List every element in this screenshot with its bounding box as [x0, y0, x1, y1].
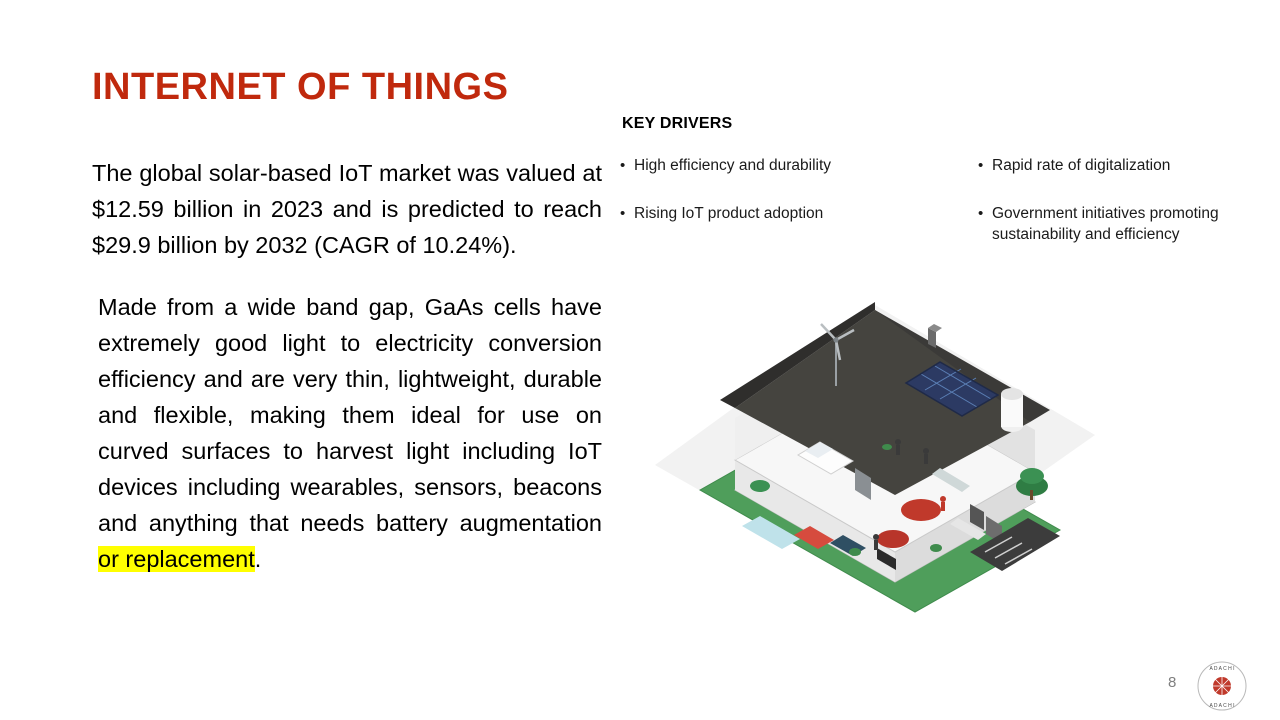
key-drivers-right-column [960, 155, 1260, 272]
paragraph-gaas-cells [92, 289, 602, 577]
key-drivers-left-column [620, 155, 960, 272]
list-item [620, 203, 960, 224]
bullet-icon: • [978, 157, 984, 174]
bullet-icon: • [620, 157, 626, 174]
smart-home-cutaway-illustration [640, 290, 1110, 620]
paragraph-market-value: The global solar-based IoT market was valued at $12.59 billion in 2023 and is predicted to reach $29.9 billion by 2032 (CAGR of 10.24%). [92, 160, 602, 258]
list-item [620, 155, 960, 176]
list-item [978, 155, 1260, 176]
list-item-label: Rising IoT product adoption [634, 205, 824, 222]
list-item [978, 203, 1260, 245]
key-drivers-heading: KEY DRIVERS [622, 115, 733, 132]
paragraph-period: . [254, 546, 262, 572]
paragraph-gaas-text: Made from a wide band gap, GaAs cells have extremely good light to electricity conversion efficiency and are very thin, lightweight, durable and flexible, making them ideal for use on curved surfaces to harvest light including IoT devices including wearables, sensors, beacons and anything that needs battery augmentation [98, 294, 602, 536]
adachi-logo [1196, 660, 1248, 712]
bullet-icon: • [620, 205, 626, 222]
bullet-icon: • [978, 205, 984, 222]
list-item-label: Rapid rate of digitalization [992, 157, 1171, 174]
highlighted-text: or replacement [98, 546, 255, 572]
svg-text:A D A C H I: A D A C H I [1209, 666, 1235, 672]
body-text-column [92, 155, 602, 577]
list-item-label: High efficiency and durability [634, 157, 832, 174]
svg-text:A D A C H I: A D A C H I [1209, 703, 1235, 709]
list-item-label: Government initiatives promoting sustainability and efficiency [992, 205, 1219, 243]
page-number: 8 [1168, 674, 1177, 691]
key-drivers-list [620, 155, 1260, 272]
page-title: INTERNET OF THINGS [92, 66, 509, 108]
